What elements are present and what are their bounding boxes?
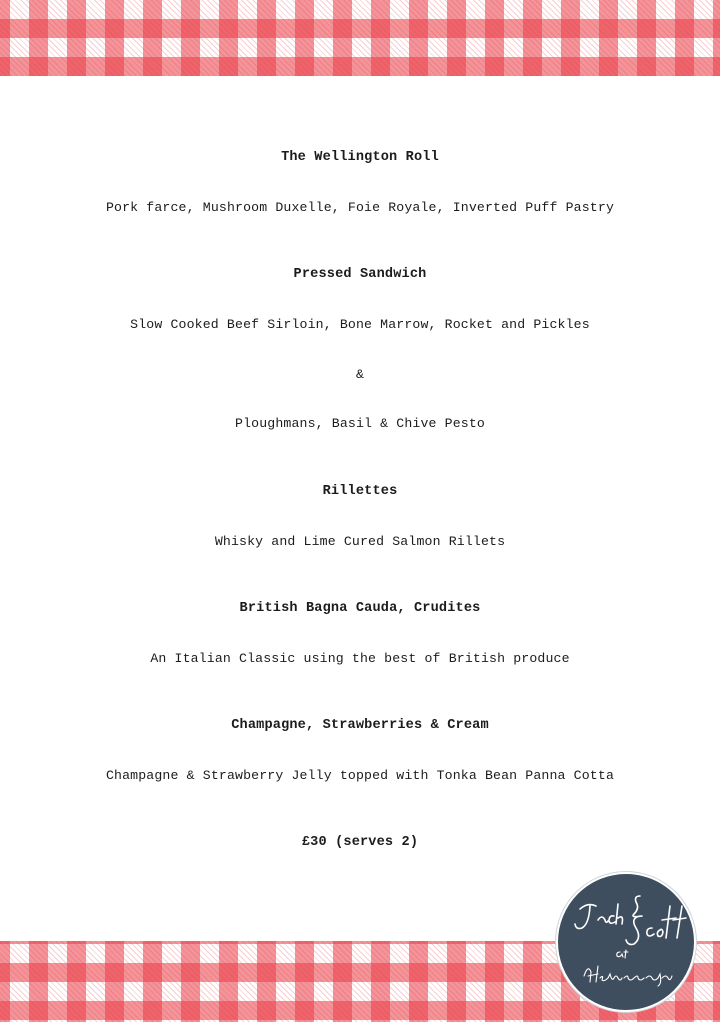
item-description: Ploughmans, Basil & Chive Pesto bbox=[235, 416, 485, 431]
item-description: Pork farce, Mushroom Duxelle, Foie Royale, Inverted Puff Pastry bbox=[105, 200, 615, 215]
item-description: Whisky and Lime Cured Salmon Rillets bbox=[214, 534, 506, 549]
item-title: Champagne, Strawberries & Cream bbox=[231, 718, 489, 733]
item-title: The Wellington Roll bbox=[281, 150, 439, 165]
item-title: Pressed Sandwich bbox=[293, 267, 427, 282]
logo-script-icon bbox=[558, 874, 694, 1010]
item-separator: & bbox=[355, 367, 365, 382]
logo bbox=[556, 872, 696, 1012]
gingham-border-top bbox=[0, 0, 720, 76]
item-title: Rillettes bbox=[322, 484, 398, 499]
item-title: British Bagna Cauda, Crudites bbox=[239, 601, 481, 616]
price: £30 (serves 2) bbox=[301, 835, 419, 850]
item-description: Slow Cooked Beef Sirloin, Bone Marrow, Rocket and Pickles bbox=[130, 317, 590, 332]
item-description: An Italian Classic using the best of British produce bbox=[150, 651, 570, 666]
item-description: Champagne & Strawberry Jelly topped with Tonka Bean Panna Cotta bbox=[105, 768, 615, 783]
